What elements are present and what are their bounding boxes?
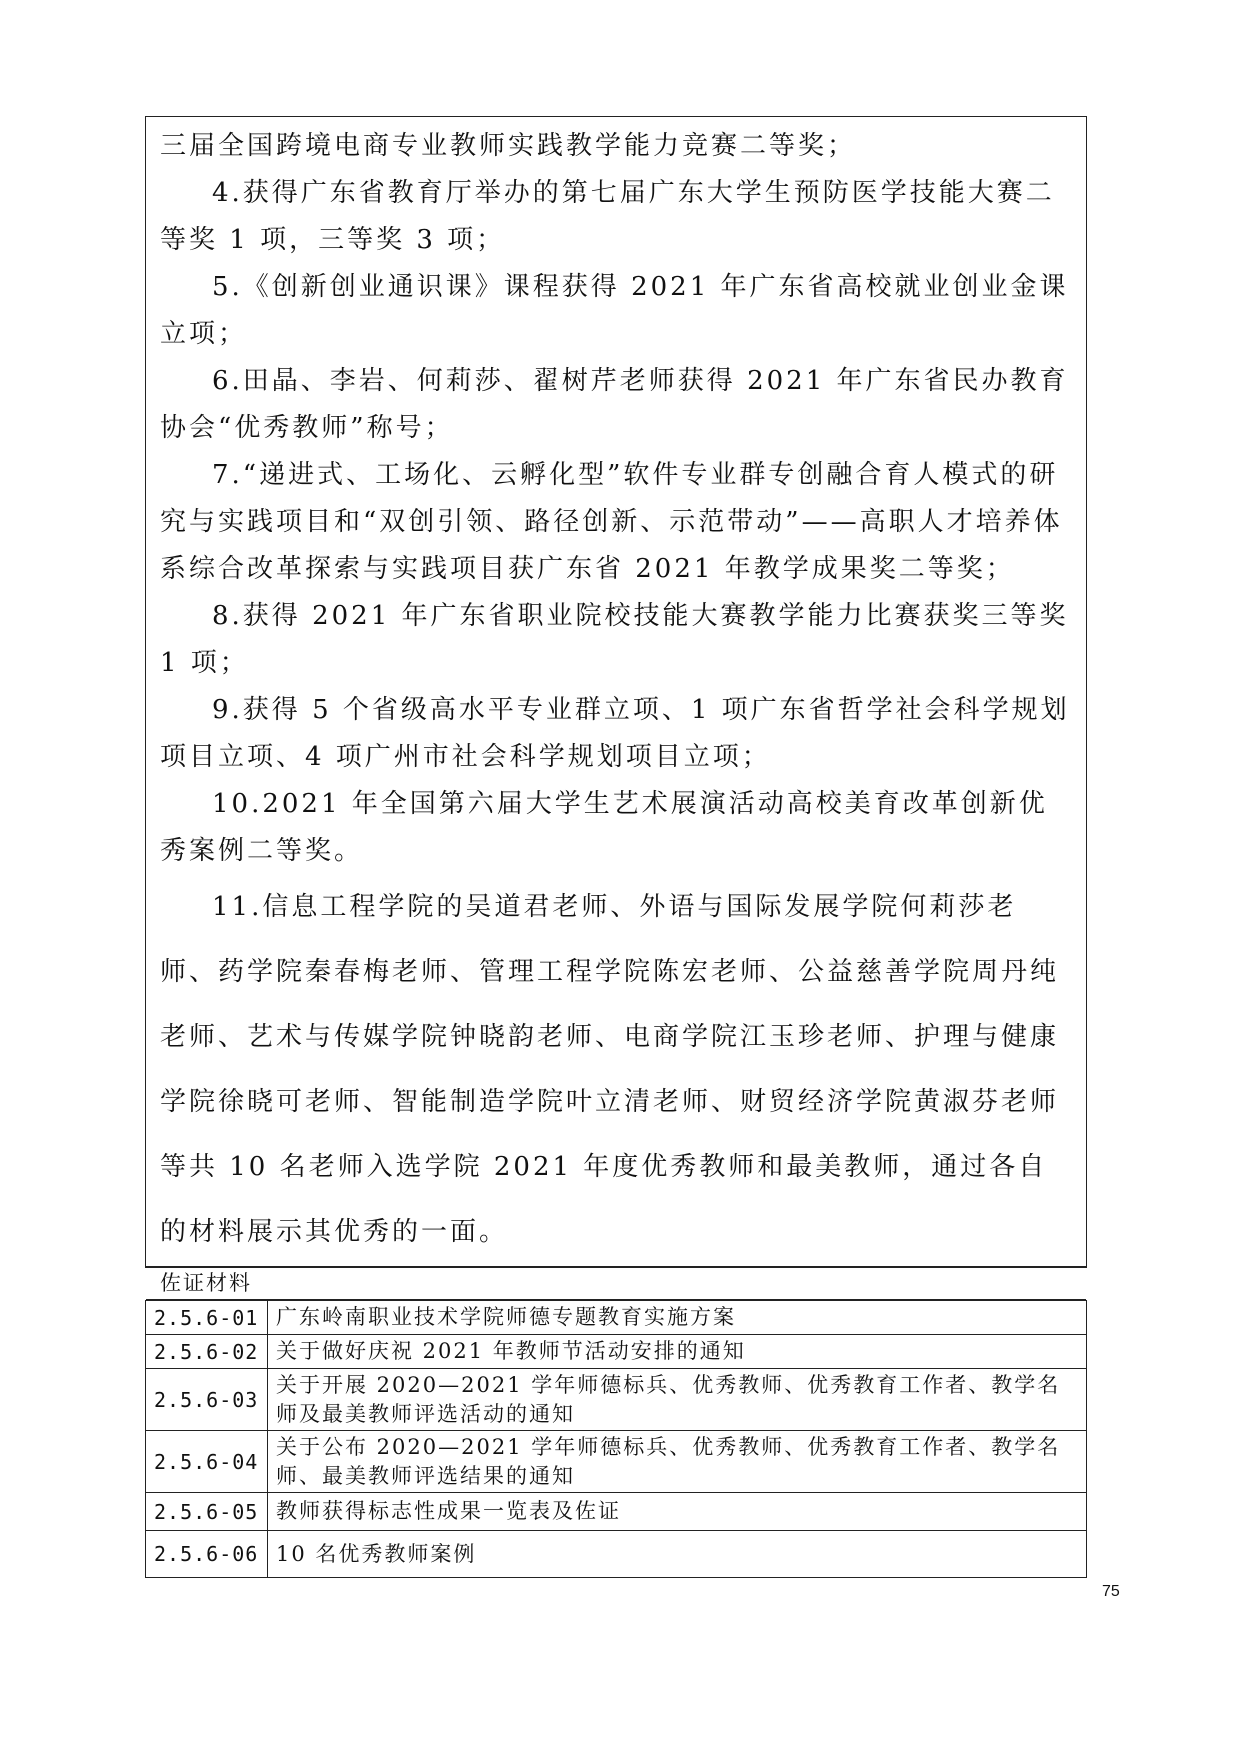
paragraph: 6.田晶、李岩、何莉莎、翟树芹老师获得 2021 年广东省民办教育协会“优秀教师”称号； [160,366,1069,443]
paragraph: 5.《创新创业通识课》课程获得 2021 年广东省高校就业创业金课立项； [160,272,1069,349]
evidence-code: 2.5.6-03 [146,1369,268,1431]
evidence-heading: 佐证材料 [146,1267,1086,1300]
paragraph: 10.2021 年全国第六届大学生艺术展演活动高校美育改革创新优秀案例二等奖。 [160,789,1048,866]
evidence-table [145,1300,1087,1578]
table-row [146,1369,1087,1431]
evidence-code: 2.5.6-04 [146,1431,268,1493]
paragraph: 三届全国跨境电商专业教师实践教学能力竞赛二等奖； [160,131,857,161]
paragraph: 7.“递进式、工场化、云孵化型”软件专业群专创融合育人模式的研究与实践项目和“双创引领、路径创新、示范带动”——高职人才培养体系综合改革探索与实践项目获广东省 2021 年教学成果奖二等奖； [160,460,1063,584]
evidence-title: 教师获得标志性成果一览表及佐证 [268,1493,1087,1531]
table-row [146,1493,1087,1531]
body-text-cell [146,117,1086,1267]
paragraph: 11.信息工程学院的吴道君老师、外语与国际发展学院何莉莎老师、药学院秦春梅老师、管理工程学院陈宏老师、公益慈善学院周丹纯老师、艺术与传媒学院钟晓韵老师、电商学院江玉珍老师、护理与健康学院徐晓可老师、智能制造学院叶立清老师、财贸经济学院黄淑芬老师等共 10 名老师入选学院 2021 年度优秀教师和最美教师，通过各自的材料展示其优秀的一面。 [160,892,1060,1247]
page-number: 75 [1102,1583,1120,1600]
evidence-code: 2.5.6-06 [146,1531,268,1578]
evidence-code: 2.5.6-02 [146,1335,268,1369]
paragraph: 4.获得广东省教育厅举办的第七届广东大学生预防医学技能大赛二等奖 1 项，三等奖 3 项； [160,178,1055,255]
paragraph: 8.获得 2021 年广东省职业院校技能大赛教学能力比赛获奖三等奖 1 项； [160,601,1069,678]
table-row [146,1301,1087,1335]
content-frame [145,116,1087,1295]
evidence-code: 2.5.6-05 [146,1493,268,1531]
evidence-title: 关于开展 2020—2021 学年师德标兵、优秀教师、优秀教育工作者、教学名师及最美教师评选活动的通知 [268,1369,1087,1431]
evidence-title: 10 名优秀教师案例 [268,1531,1087,1578]
table-row [146,1431,1087,1493]
table-row [146,1531,1087,1578]
paragraph: 9.获得 5 个省级高水平专业群立项、1 项广东省哲学社会科学规划项目立项、4 项广州市社会科学规划项目立项； [160,695,1070,772]
evidence-title: 关于做好庆祝 2021 年教师节活动安排的通知 [268,1335,1087,1369]
evidence-title: 广东岭南职业技术学院师德专题教育实施方案 [268,1301,1087,1335]
evidence-title: 关于公布 2020—2021 学年师德标兵、优秀教师、优秀教育工作者、教学名师、最美教师评选结果的通知 [268,1431,1087,1493]
evidence-code: 2.5.6-01 [146,1301,268,1335]
table-row [146,1335,1087,1369]
